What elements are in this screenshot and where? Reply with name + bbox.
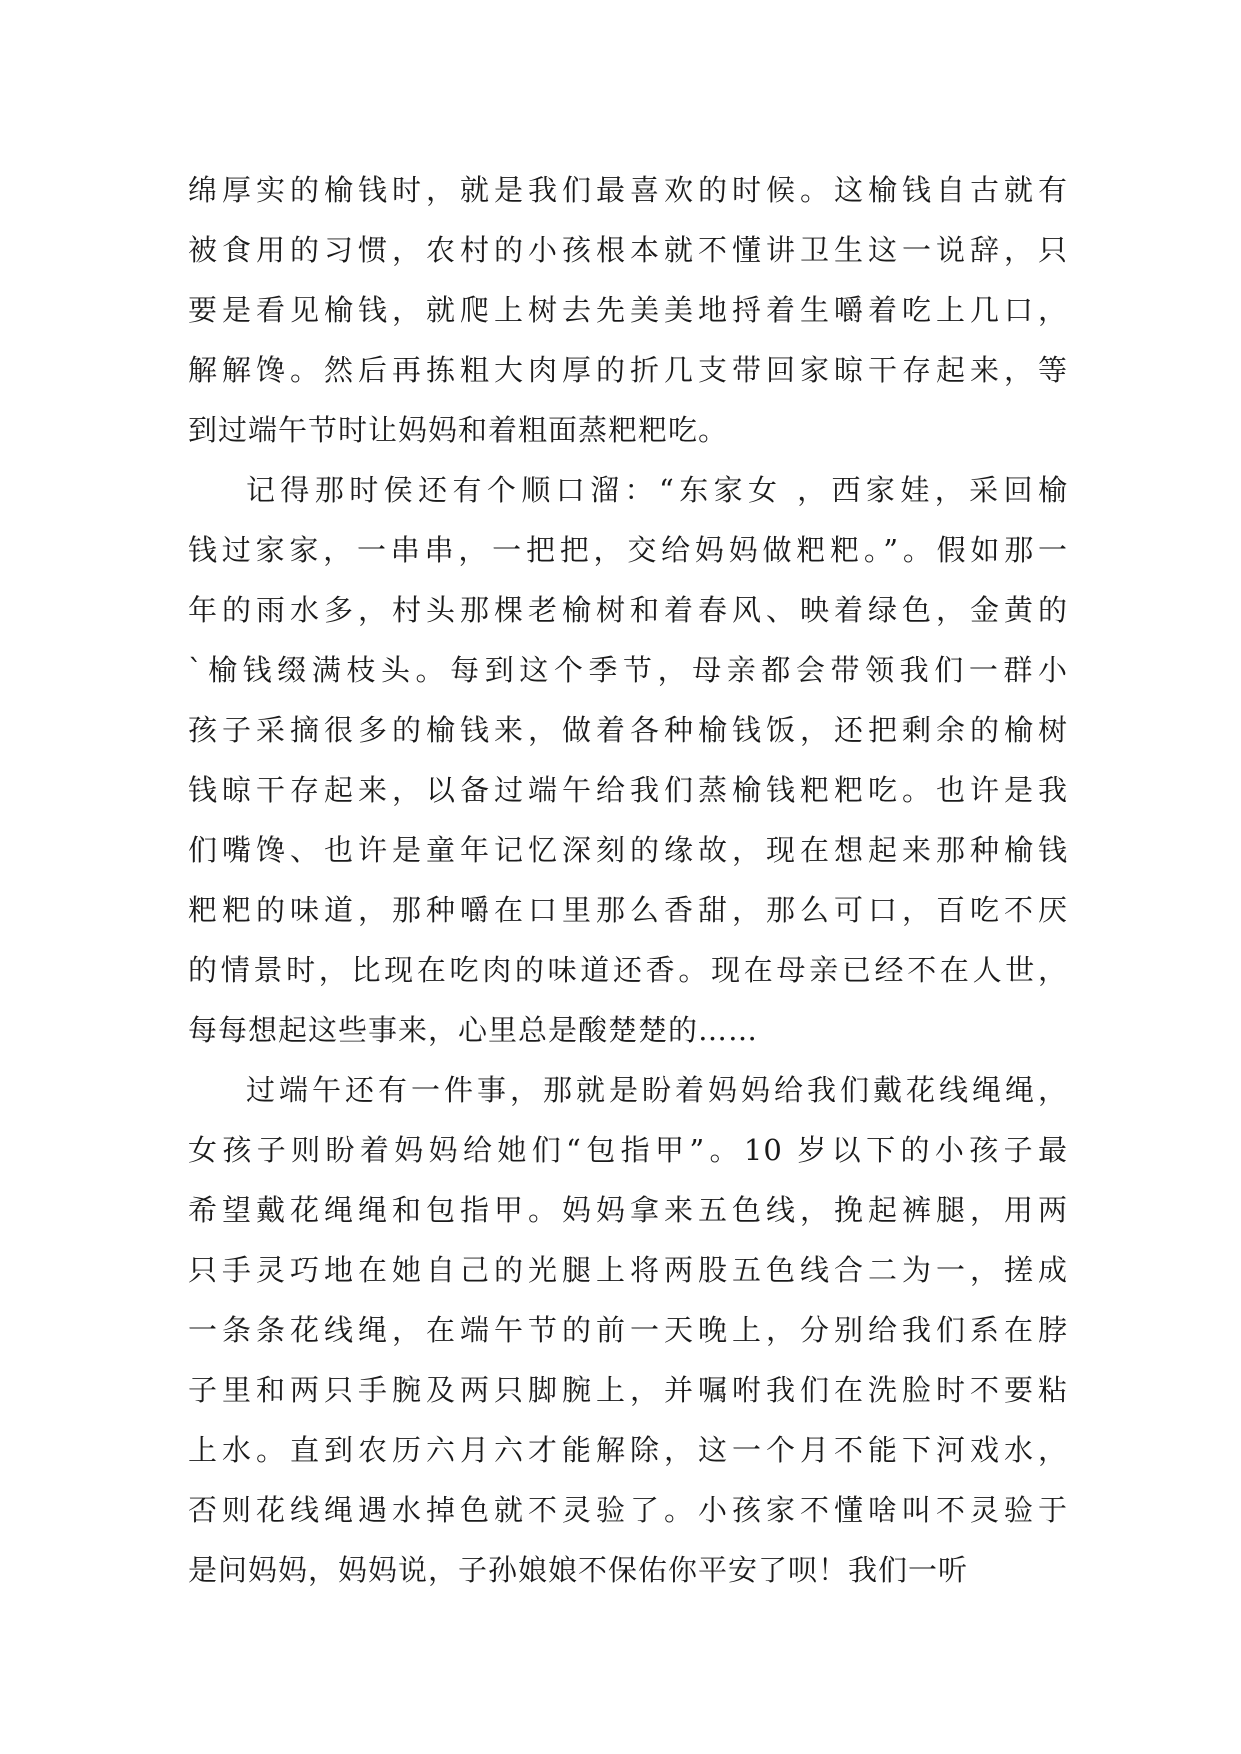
text-line: 过端午还有一件事，那就是盼着妈妈给我们戴花线绳绳， [246, 1073, 1068, 1107]
text-line: `榆钱缀满枝头。每到这个季节，母亲都会带领我们一群小 [188, 653, 1068, 687]
text-line: 上水。直到农历六月六才能解除，这一个月不能下河戏水， [188, 1433, 1068, 1467]
text-line: 每每想起这些事来，心里总是酸楚楚的…… [188, 1013, 759, 1047]
text-line: 们嘴馋、也许是童年记忆深刻的缘故，现在想起来那种榆钱 [188, 833, 1068, 867]
text-line: 一条条花线绳，在端午节的前一天晚上，分别给我们系在脖 [188, 1313, 1068, 1347]
text-line: 只手灵巧地在她自己的光腿上将两股五色线合二为一，搓成 [188, 1253, 1068, 1287]
text-line: 的情景时，比现在吃肉的味道还香。现在母亲已经不在人世， [188, 953, 1068, 987]
text-line: 解解馋。然后再拣粗大肉厚的折几支带回家晾干存起来，等 [188, 353, 1068, 387]
text-line: 是问妈妈，妈妈说，子孙娘娘不保佑你平安了呗！我们一听 [188, 1553, 969, 1587]
text-line: 女孩子则盼着妈妈给她们“包指甲”。10 岁以下的小孩子最 [188, 1133, 1068, 1167]
text-line: 粑粑的味道，那种嚼在口里那么香甜，那么可口，百吃不厌 [188, 893, 1068, 927]
text-line: 子里和两只手腕及两只脚腕上，并嘱咐我们在洗脸时不要粘 [188, 1373, 1068, 1407]
text-line: 记得那时侯还有个顺口溜：“东家女 ，西家娃，采回榆 [246, 473, 1068, 507]
text-line: 钱晾干存起来，以备过端午给我们蒸榆钱粑粑吃。也许是我 [188, 773, 1068, 807]
text-line: 被食用的习惯，农村的小孩根本就不懂讲卫生这一说辞，只 [188, 233, 1068, 267]
body-text [188, 160, 1068, 1600]
text-line: 到过端午节时让妈妈和着粗面蒸粑粑吃。 [188, 413, 729, 447]
text-line: 绵厚实的榆钱时，就是我们最喜欢的时候。这榆钱自古就有 [188, 173, 1068, 207]
text-line: 否则花线绳遇水掉色就不灵验了。小孩家不懂啥叫不灵验于 [188, 1493, 1068, 1527]
text-line: 要是看见榆钱，就爬上树去先美美地捋着生嚼着吃上几口， [188, 293, 1068, 327]
text-line: 希望戴花绳绳和包指甲。妈妈拿来五色线，挽起裤腿，用两 [188, 1193, 1068, 1227]
text-line: 钱过家家，一串串，一把把，交给妈妈做粑粑。”。假如那一 [188, 533, 1068, 567]
text-line: 年的雨水多，村头那棵老榆树和着春风、映着绿色，金黄的 [188, 593, 1068, 627]
text-line: 孩子采摘很多的榆钱来，做着各种榆钱饭，还把剩余的榆树 [188, 713, 1068, 747]
